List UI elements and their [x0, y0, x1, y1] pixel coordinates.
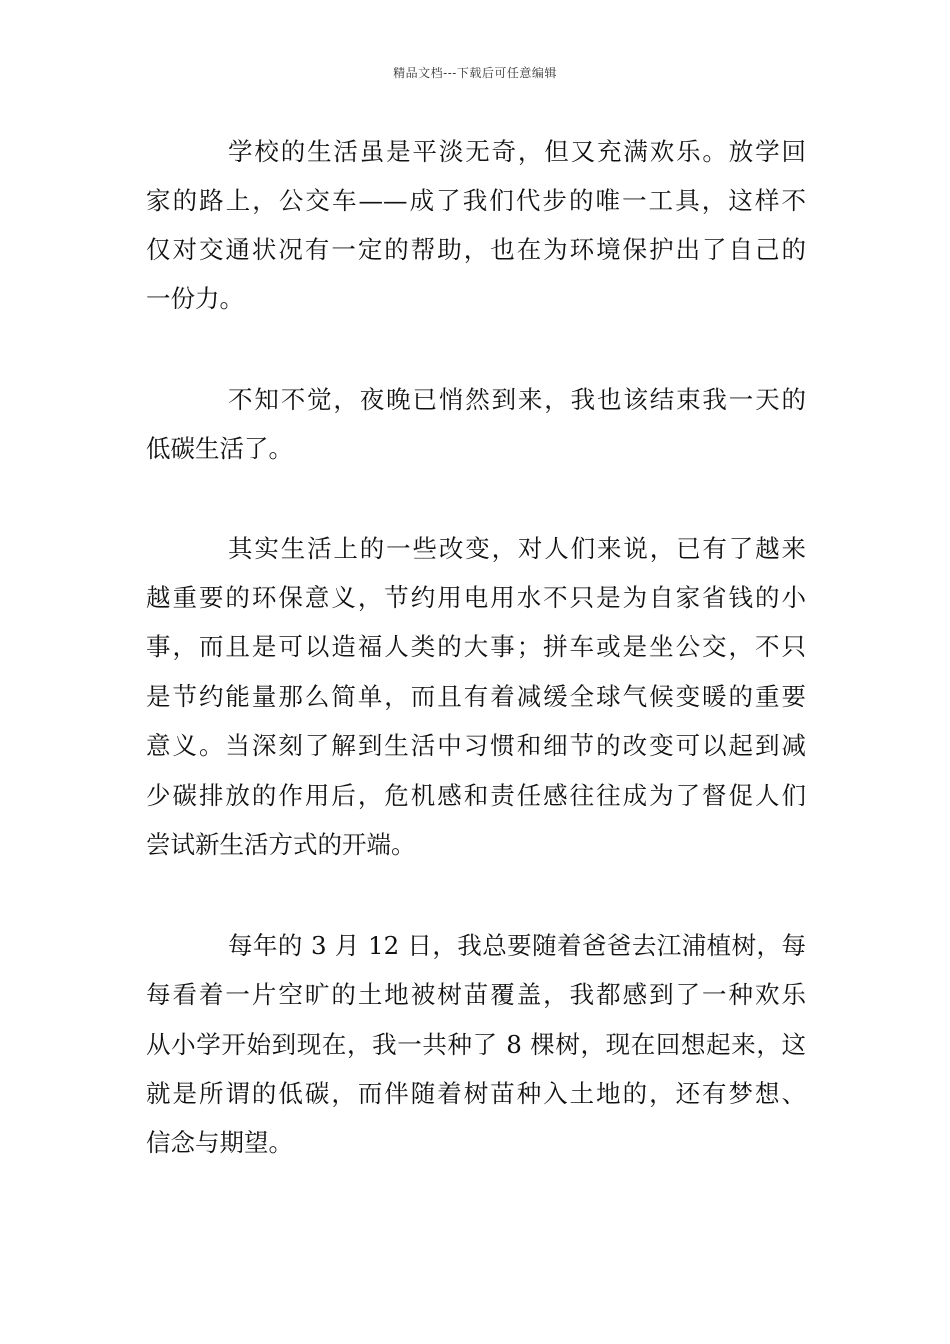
- paragraph-line: 事，而且是可以造福人类的大事；拼车或是坐公交，不只: [146, 632, 806, 661]
- page-header: 精品文档---下载后可任意编辑: [393, 66, 557, 80]
- paragraph-line: 就是所谓的低碳，而伴随着树苗种入土地的，还有梦想、: [146, 1079, 806, 1108]
- paragraph-line: 低碳生活了。: [146, 434, 293, 463]
- paragraph-line: 越重要的环保意义，节约用电用水不只是为自家省钱的小: [146, 583, 806, 612]
- paragraph-line: 其实生活上的一些改变，对人们来说，已有了越来: [228, 534, 806, 563]
- paragraph-line: 从小学开始到现在，我一共种了 8 棵树，现在回想起来，这: [146, 1030, 806, 1059]
- paragraph-line: 信念与期望。: [146, 1128, 293, 1157]
- paragraph-line: 少碳排放的作用后，危机感和责任感往往成为了督促人们: [146, 781, 806, 810]
- paragraph-line: 每看着一片空旷的土地被树苗覆盖，我都感到了一种欢乐: [146, 980, 806, 1009]
- paragraph-line: 意义。当深刻了解到生活中习惯和细节的改变可以起到减: [146, 731, 806, 760]
- paragraph-line: 家的路上，公交车——成了我们代步的唯一工具，这样不: [146, 186, 806, 215]
- paragraph-line: 学校的生活虽是平淡无奇，但又充满欢乐。放学回: [228, 137, 806, 166]
- paragraph-line: 一份力。: [146, 284, 244, 313]
- paragraph-line: 每年的 3 月 12 日，我总要随着爸爸去江浦植树，每: [228, 931, 806, 960]
- paragraph-line: 尝试新生活方式的开端。: [146, 830, 416, 859]
- paragraph-line: 不知不觉，夜晚已悄然到来，我也该结束我一天的: [228, 385, 806, 414]
- paragraph-line: 是节约能量那么简单，而且有着减缓全球气候变暖的重要: [146, 682, 806, 711]
- paragraph-line: 仅对交通状况有一定的帮助，也在为环境保护出了自己的: [146, 235, 806, 264]
